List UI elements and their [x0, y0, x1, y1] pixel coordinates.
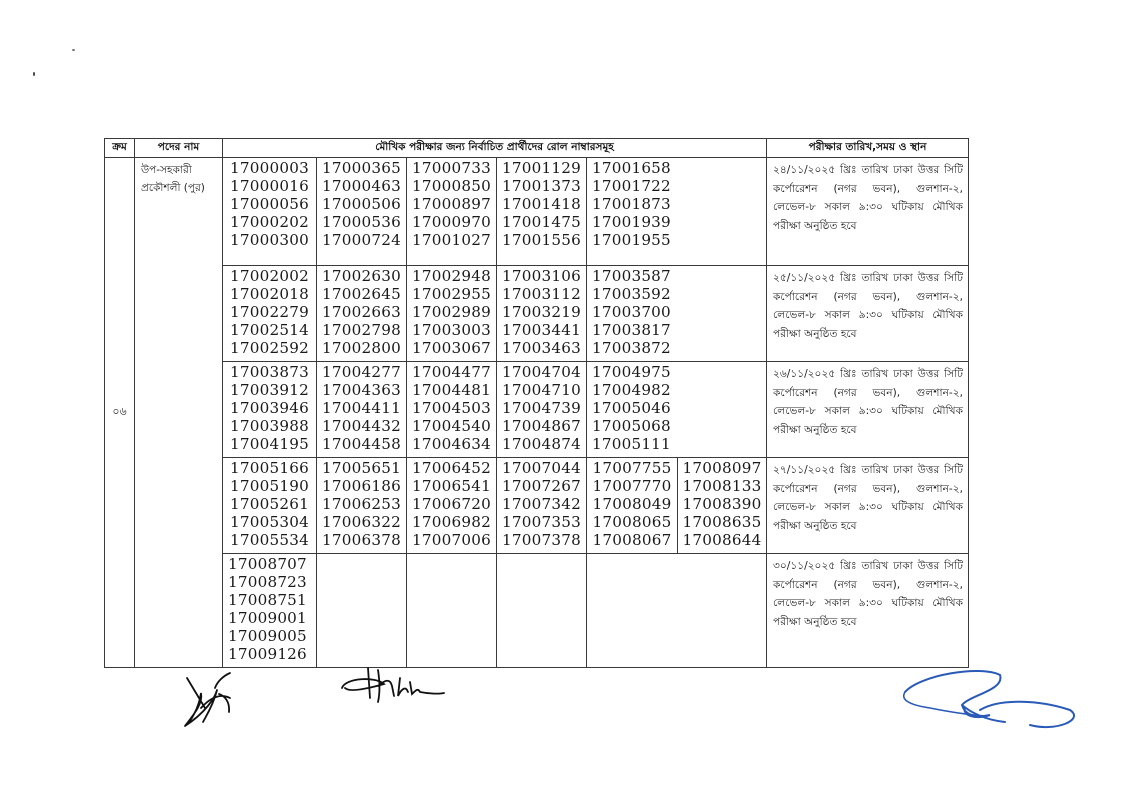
- roll-number: 17007755: [592, 459, 672, 477]
- roll-number: 17003912: [230, 381, 309, 399]
- roll-number: 17000056: [230, 195, 309, 213]
- roll-number: 17003463: [502, 339, 581, 357]
- exam-date-venue: ৩০/১১/২০২৫ খ্রিঃ তারিখ ঢাকা উত্তর সিটি কর্পোরেশন (নগর ভবন), গুলশান-২, লেভেল-৮ সকাল ৯:৩০ ঘটিকায় মৌখিক পরীক্ষা অনুষ্ঠিত হবে: [767, 554, 969, 668]
- roll-number: 17005111: [592, 435, 671, 453]
- roll-number: 17001873: [592, 195, 671, 213]
- roll-number: 17000733: [412, 159, 491, 177]
- roll-number: 17001939: [592, 213, 671, 231]
- table-row: [105, 266, 969, 362]
- roll-number: 17005304: [230, 513, 309, 531]
- roll-column: [678, 458, 767, 554]
- post-name: [135, 158, 223, 668]
- roll-number: 17001373: [502, 177, 581, 195]
- exam-date-venue: ২৬/১১/২০২৫ খ্রিঃ তারিখ ঢাকা উত্তর সিটি কর্পোরেশন (নগর ভবন), গুলশান-২, লেভেল-৮ সকাল ৯:৩০ ঘটিকায় মৌখিক পরীক্ষা অনুষ্ঠিত হবে: [767, 362, 969, 458]
- roll-number: 17005261: [230, 495, 309, 513]
- roll-number: 17003587: [592, 267, 671, 285]
- signature-2: [340, 658, 445, 708]
- roll-number: 17003592: [592, 285, 671, 303]
- roll-number: 17007342: [502, 495, 581, 513]
- roll-column: [317, 458, 407, 554]
- roll-number: 17002663: [322, 303, 401, 321]
- roll-number: 17003872: [592, 339, 671, 357]
- roll-column: [587, 458, 678, 554]
- roll-column: [317, 158, 407, 266]
- roll-number: 17002955: [412, 285, 491, 303]
- roll-number: 17004277: [322, 363, 401, 381]
- table-row: [105, 362, 969, 458]
- roll-number: 17005534: [230, 531, 309, 549]
- post-name-line: উপ-সহকারী: [141, 164, 192, 176]
- roll-number: 17008097: [682, 459, 762, 477]
- roll-number: 17004363: [322, 381, 401, 399]
- roll-number: 17000463: [322, 177, 401, 195]
- roll-number: 17009005: [228, 627, 307, 645]
- table-row: [105, 458, 969, 554]
- roll-number: 17009126: [228, 645, 307, 663]
- roll-number: 17008133: [682, 477, 762, 495]
- roll-number: 17004195: [230, 435, 309, 453]
- roll-number: 17006378: [322, 531, 401, 549]
- roll-number: 17007006: [412, 531, 491, 549]
- exam-date-venue: ২৫/১১/২০২৫ খ্রিঃ তারিখ ঢাকা উত্তর সিটি কর্পোরেশন (নগর ভবন), গুলশান-২, লেভেল-৮ সকাল ৯:৩০ ঘটিকায় মৌখিক পরীক্ষা অনুষ্ঠিত হবে: [767, 266, 969, 362]
- roll-number: 17004704: [502, 363, 581, 381]
- roll-number: 17006982: [412, 513, 491, 531]
- roll-number: 17004739: [502, 399, 581, 417]
- roll-number: 17008049: [592, 495, 672, 513]
- roll-number: 17005068: [592, 417, 671, 435]
- roll-number: 17003946: [230, 399, 309, 417]
- roll-number: 17001475: [502, 213, 581, 231]
- roll-column-empty: [497, 554, 587, 668]
- roll-column: [223, 554, 317, 668]
- roll-number: 17000300: [230, 231, 309, 249]
- header-serial: ক্রম: [105, 139, 135, 158]
- roll-number: 17004503: [412, 399, 491, 417]
- serial-number: ০৬: [105, 158, 135, 668]
- roll-number: 17004540: [412, 417, 491, 435]
- roll-number: 17007378: [502, 531, 581, 549]
- roll-number: 17000003: [230, 159, 309, 177]
- roll-column: [407, 458, 497, 554]
- roll-number: 17002018: [230, 285, 309, 303]
- roll-number: 17008644: [682, 531, 762, 549]
- roll-number: 17008723: [228, 573, 307, 591]
- roll-column-empty: [587, 554, 767, 668]
- roll-number: 17003112: [502, 285, 581, 303]
- roll-column: [317, 266, 407, 362]
- roll-number: 17004458: [322, 435, 401, 453]
- header-roll-numbers: মৌখিক পরীক্ষার জন্য নির্বাচিত প্রার্থীদের রোল নাম্বারসমূহ: [223, 139, 767, 158]
- header-post-name: পদের নাম: [135, 139, 223, 158]
- roll-number: 17000202: [230, 213, 309, 231]
- exam-date-venue: ২৪/১১/২০২৫ খ্রিঃ তারিখ ঢাকা উত্তর সিটি কর্পোরেশন (নগর ভবন), গুলশান-২, লেভেল-৮ সকাল ৯:৩০ ঘটিকায় মৌখিক পরীক্ষা অনুষ্ঠিত হবে: [767, 158, 969, 266]
- roll-number: 17002798: [322, 321, 401, 339]
- roll-number: 17008707: [228, 555, 307, 573]
- roll-number: 17007770: [592, 477, 672, 495]
- roll-number: 17001955: [592, 231, 671, 249]
- roll-number: 17003988: [230, 417, 309, 435]
- roll-column: [497, 158, 587, 266]
- roll-column: [223, 266, 317, 362]
- roll-number: 17005166: [230, 459, 309, 477]
- header-row: [105, 139, 969, 158]
- roll-number: 17001658: [592, 159, 671, 177]
- roll-number: 17008635: [682, 513, 762, 531]
- roll-number: 17001722: [592, 177, 671, 195]
- roll-number: 17000970: [412, 213, 491, 231]
- roll-number: 17001129: [502, 159, 581, 177]
- roll-number: 17002592: [230, 339, 309, 357]
- roll-number: 17004634: [412, 435, 491, 453]
- roll-number-table-container: [104, 138, 969, 668]
- roll-number: 17001418: [502, 195, 581, 213]
- roll-number: 17008067: [592, 531, 672, 549]
- roll-number: 17004982: [592, 381, 671, 399]
- roll-number: 17004867: [502, 417, 581, 435]
- roll-column: [497, 458, 587, 554]
- roll-number: 17002279: [230, 303, 309, 321]
- roll-number: 17002800: [322, 339, 401, 357]
- roll-number: 17004710: [502, 381, 581, 399]
- post-name-line: প্রকৌশলী (পুর): [141, 182, 205, 194]
- roll-number: 17002645: [322, 285, 401, 303]
- roll-number: 17000506: [322, 195, 401, 213]
- roll-column: [587, 266, 767, 362]
- scan-speck: [72, 49, 75, 51]
- roll-number: 17000897: [412, 195, 491, 213]
- roll-number: 17005651: [322, 459, 401, 477]
- signature-1: [175, 668, 245, 733]
- roll-number: 17007353: [502, 513, 581, 531]
- roll-column: [317, 362, 407, 458]
- roll-number: 17000536: [322, 213, 401, 231]
- roll-number: 17003873: [230, 363, 309, 381]
- roll-number: 17004411: [322, 399, 401, 417]
- roll-number: 17007044: [502, 459, 581, 477]
- roll-number: 17000724: [322, 231, 401, 249]
- roll-number: 17000365: [322, 159, 401, 177]
- roll-number: 17002002: [230, 267, 309, 285]
- roll-column: [407, 158, 497, 266]
- roll-column: [407, 266, 497, 362]
- roll-column: [497, 266, 587, 362]
- table-row: [105, 158, 969, 266]
- roll-number: 17006452: [412, 459, 491, 477]
- roll-number: 17001027: [412, 231, 491, 249]
- roll-number: 17005190: [230, 477, 309, 495]
- scan-speck: [33, 72, 35, 76]
- roll-number: 17008390: [682, 495, 762, 513]
- roll-number: 17006322: [322, 513, 401, 531]
- roll-number: 17000850: [412, 177, 491, 195]
- roll-number: 17003817: [592, 321, 671, 339]
- header-date-venue: পরীক্ষার তারিখ,সময় ও স্থান: [767, 139, 969, 158]
- roll-column: [587, 158, 767, 266]
- roll-number: 17006186: [322, 477, 401, 495]
- roll-column: [223, 458, 317, 554]
- roll-number: 17003067: [412, 339, 491, 357]
- roll-number: 17006541: [412, 477, 491, 495]
- roll-number: 17003003: [412, 321, 491, 339]
- roll-column: [587, 362, 767, 458]
- roll-column-empty: [407, 554, 497, 668]
- roll-number: 17005046: [592, 399, 671, 417]
- roll-number: 17004975: [592, 363, 671, 381]
- roll-number-table: [104, 138, 969, 668]
- signature-3: [890, 660, 1085, 735]
- roll-number: 17009001: [228, 609, 307, 627]
- exam-date-venue: ২৭/১১/২০২৫ খ্রিঃ তারিখ ঢাকা উত্তর সিটি কর্পোরেশন (নগর ভবন), গুলশান-২, লেভেল-৮ সকাল ৯:৩০ ঘটিকায় মৌখিক পরীক্ষা অনুষ্ঠিত হবে: [767, 458, 969, 554]
- roll-number: 17002989: [412, 303, 491, 321]
- roll-number: 17003441: [502, 321, 581, 339]
- roll-number: 17002948: [412, 267, 491, 285]
- roll-number: 17003106: [502, 267, 581, 285]
- roll-column: [407, 362, 497, 458]
- roll-column: [223, 362, 317, 458]
- roll-number: 17003700: [592, 303, 671, 321]
- roll-number: 17007267: [502, 477, 581, 495]
- roll-number: 17000016: [230, 177, 309, 195]
- roll-column: [223, 158, 317, 266]
- roll-number: 17008065: [592, 513, 672, 531]
- roll-number: 17003219: [502, 303, 581, 321]
- table-row: [105, 554, 969, 668]
- roll-number: 17002630: [322, 267, 401, 285]
- roll-number: 17002514: [230, 321, 309, 339]
- roll-number: 17006720: [412, 495, 491, 513]
- roll-number: 17006253: [322, 495, 401, 513]
- roll-column-empty: [317, 554, 407, 668]
- roll-number: 17004432: [322, 417, 401, 435]
- roll-number: 17004481: [412, 381, 491, 399]
- roll-number: 17004477: [412, 363, 491, 381]
- roll-number: 17008751: [228, 591, 307, 609]
- roll-column: [497, 362, 587, 458]
- roll-number: 17001556: [502, 231, 581, 249]
- roll-number: 17004874: [502, 435, 581, 453]
